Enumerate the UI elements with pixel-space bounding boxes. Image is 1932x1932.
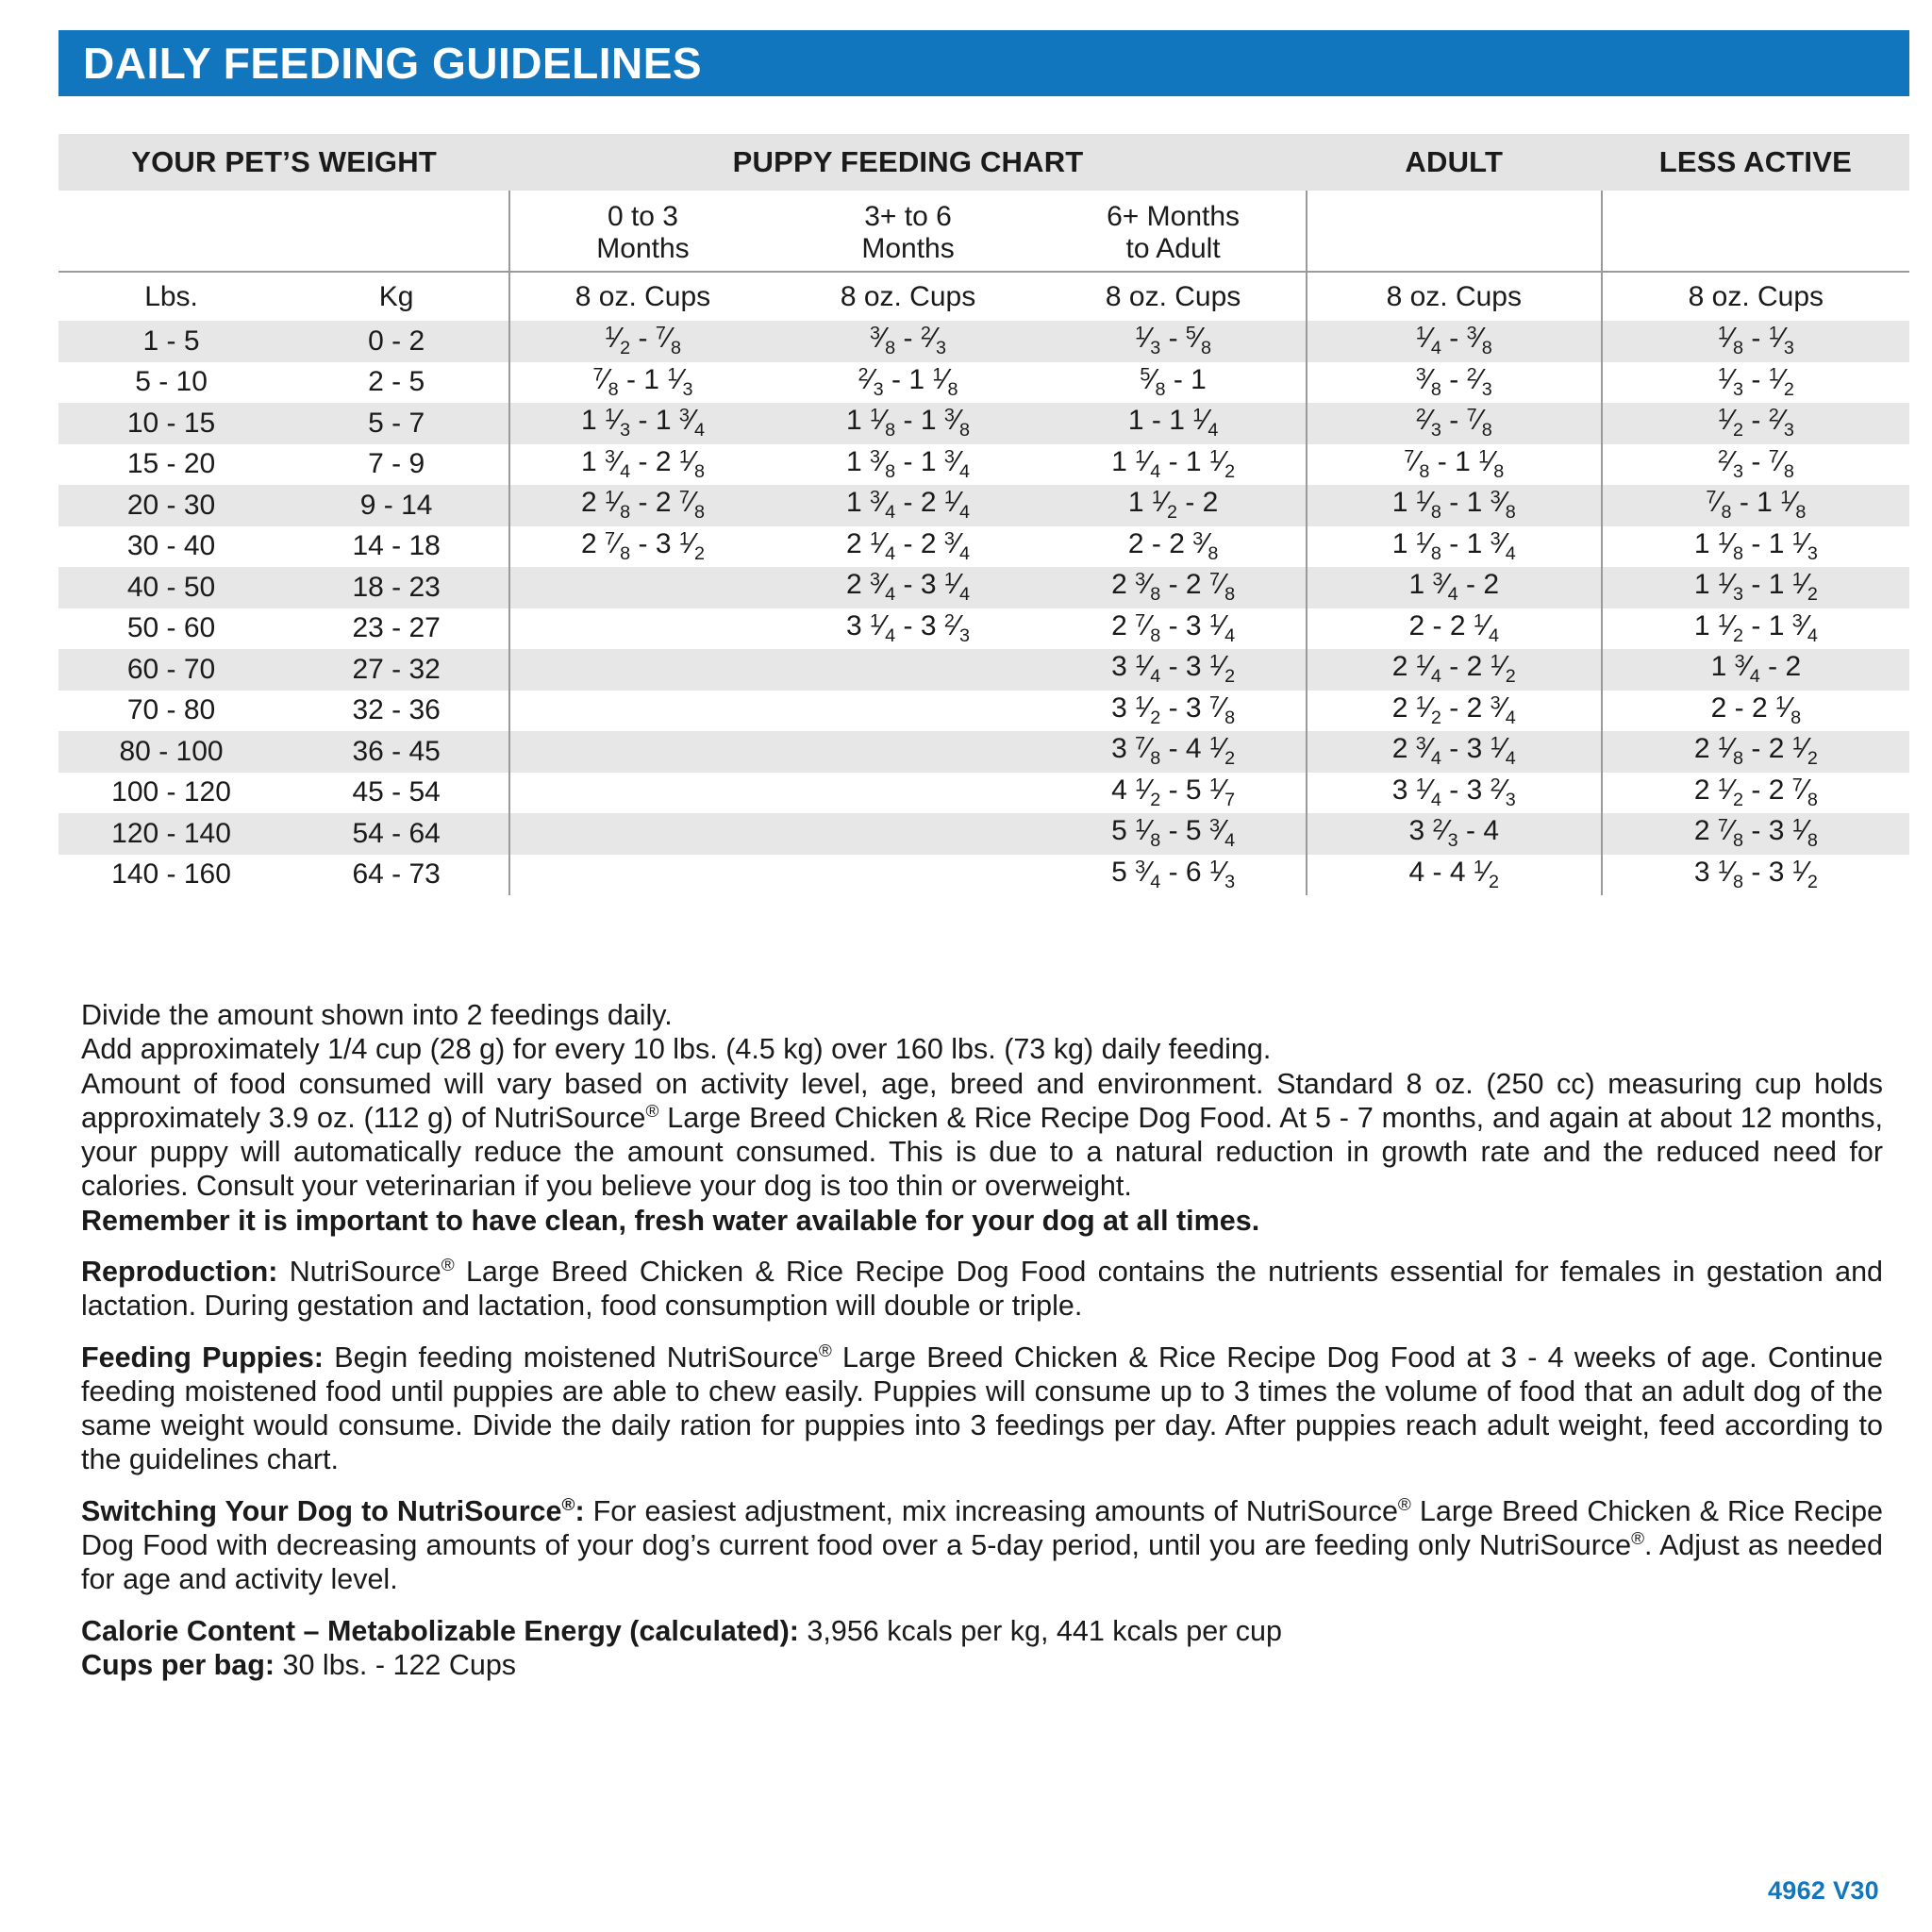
cell-puppy-3-6 bbox=[775, 691, 1041, 732]
cell-puppy-3-6 bbox=[775, 855, 1041, 896]
cell-puppy-6-adult-value: 2 $^3⁄_8 - 2$ $^7⁄_8$ bbox=[1111, 568, 1236, 606]
cell-less-active bbox=[1602, 362, 1909, 404]
cell-adult bbox=[1307, 485, 1602, 526]
subheader-age-3-6 bbox=[775, 191, 1041, 272]
note-switching bbox=[81, 1494, 1883, 1597]
note-cups-label: Cups per bag: bbox=[81, 1648, 275, 1681]
cell-kg bbox=[284, 731, 509, 773]
registered-mark-icon: ® bbox=[561, 1494, 575, 1515]
subheader-age-6-adult-line2: to Adult bbox=[1125, 232, 1221, 264]
table-row bbox=[58, 526, 1909, 568]
cell-lbs-value: 1 - 5 bbox=[142, 325, 200, 357]
unit-cups-3-6: 8 oz. Cups bbox=[775, 272, 1041, 321]
cell-kg-value: 9 - 14 bbox=[359, 489, 433, 521]
table-row bbox=[58, 608, 1909, 650]
table-row bbox=[58, 444, 1909, 486]
cell-adult-value: 3 $^2⁄_3 - 4$ bbox=[1408, 814, 1500, 852]
cell-lbs-value: 20 - 30 bbox=[126, 489, 216, 521]
cell-kg bbox=[284, 813, 509, 855]
cell-puppy-6-adult-value: 3 $^1⁄_2 - 3$ $^7⁄_8$ bbox=[1111, 691, 1236, 728]
cell-puppy-6-adult-value: 2 $^7⁄_8 - 3$ $^1⁄_4$ bbox=[1111, 608, 1236, 646]
cell-adult bbox=[1307, 731, 1602, 773]
cell-puppy-6-adult-value: $^1⁄_3$ - $^5⁄_8$ bbox=[1135, 322, 1212, 359]
cell-kg bbox=[284, 773, 509, 814]
cell-lbs-value: 100 - 120 bbox=[111, 776, 231, 808]
cell-adult bbox=[1307, 691, 1602, 732]
cell-puppy-3-6-value: 1 $^3⁄_4 - 2$ $^1⁄_4$ bbox=[846, 486, 971, 524]
cell-kg-value: 7 - 9 bbox=[368, 448, 425, 480]
units-row bbox=[58, 272, 1909, 321]
cell-adult bbox=[1307, 773, 1602, 814]
cell-less-active bbox=[1602, 608, 1909, 650]
cell-puppy-6-adult-value: 4 $^1⁄_2 - 5$ $^1⁄_7$ bbox=[1111, 773, 1236, 810]
note-switching-a: For easiest adjustment, mix increasing amounts of NutriSource bbox=[584, 1494, 1398, 1527]
cell-puppy-6-adult-value: 5 $^3⁄_4 - 6$ $^1⁄_3$ bbox=[1111, 855, 1236, 892]
unit-cups-less-active: 8 oz. Cups bbox=[1602, 272, 1909, 321]
cell-puppy-6-adult bbox=[1041, 691, 1307, 732]
cell-less-active-value: $^1⁄_2$ - $^2⁄_3$ bbox=[1717, 404, 1794, 441]
cell-puppy-6-adult bbox=[1041, 526, 1307, 568]
cell-puppy-3-6 bbox=[775, 526, 1041, 568]
cell-less-active-value: $^1⁄_3$ - $^1⁄_2$ bbox=[1717, 362, 1794, 400]
cell-puppy-6-adult bbox=[1041, 608, 1307, 650]
cell-lbs bbox=[58, 403, 284, 444]
cell-puppy-6-adult bbox=[1041, 731, 1307, 773]
cell-lbs bbox=[58, 855, 284, 896]
cell-puppy-0-3-value: 2 $^7⁄_8 - 3$ $^1⁄_2$ bbox=[580, 526, 705, 564]
subheader-age-0-3-line2: Months bbox=[596, 232, 690, 264]
registered-mark-icon: ® bbox=[441, 1255, 455, 1275]
cell-puppy-0-3 bbox=[509, 608, 775, 650]
group-header-row bbox=[58, 134, 1909, 191]
cell-puppy-6-adult-value: 1 $^1⁄_4 - 1$ $^1⁄_2$ bbox=[1111, 444, 1236, 482]
cell-adult bbox=[1307, 608, 1602, 650]
cell-adult bbox=[1307, 321, 1602, 362]
cell-kg-value: 23 - 27 bbox=[352, 612, 441, 644]
cell-kg-value: 5 - 7 bbox=[368, 407, 425, 439]
cell-puppy-6-adult bbox=[1041, 649, 1307, 691]
cell-lbs bbox=[58, 731, 284, 773]
cell-less-active-value: 1 $^1⁄_8 - 1$ $^1⁄_3$ bbox=[1693, 526, 1818, 564]
cell-puppy-0-3 bbox=[509, 731, 775, 773]
subheader-age-6-adult bbox=[1041, 191, 1307, 272]
page-title-bar bbox=[58, 30, 1909, 96]
cell-adult-value: 4 - 4 $^1⁄_2$ bbox=[1408, 855, 1500, 892]
unit-kg: Kg bbox=[284, 272, 509, 321]
cell-puppy-3-6 bbox=[775, 403, 1041, 444]
cell-less-active bbox=[1602, 403, 1909, 444]
unit-cups-adult: 8 oz. Cups bbox=[1307, 272, 1602, 321]
note-add-approx-line: Add approximately 1/4 cup (28 g) for every 10 lbs. (4.5 kg) over 160 lbs. (73 kg) daily feeding. bbox=[81, 1033, 1272, 1066]
note-calorie-label: Calorie Content – Metabolizable Energy (calculated): bbox=[81, 1614, 799, 1647]
subheader-blank-kg bbox=[284, 191, 509, 272]
note-reproduction-label: Reproduction: bbox=[81, 1255, 278, 1288]
cell-lbs bbox=[58, 485, 284, 526]
note-switching-c: . Adjust as needed for age and activity level. bbox=[81, 1528, 1883, 1596]
cell-kg bbox=[284, 567, 509, 608]
feeding-table-wrap bbox=[58, 134, 1909, 895]
cell-puppy-3-6-value: $^2⁄_3 - 1$ $^1⁄_8$ bbox=[858, 362, 958, 400]
cell-adult-value: 1 $^1⁄_8 - 1$ $^3⁄_4$ bbox=[1391, 526, 1516, 564]
cell-puppy-0-3 bbox=[509, 691, 775, 732]
cell-puppy-3-6-value: 2 $^1⁄_4 - 2$ $^3⁄_4$ bbox=[846, 526, 971, 564]
note-switching-label-a: Switching Your Dog to NutriSource bbox=[81, 1494, 562, 1527]
table-row bbox=[58, 691, 1909, 732]
cell-puppy-6-adult-value: 1 - 1 $^1⁄_4$ bbox=[1127, 404, 1219, 441]
note-divide-line: Divide the amount shown into 2 feedings daily. bbox=[81, 999, 673, 1031]
cell-puppy-3-6-value: 2 $^3⁄_4 - 3$ $^1⁄_4$ bbox=[846, 568, 971, 606]
cell-kg-value: 2 - 5 bbox=[368, 366, 425, 398]
cell-lbs-value: 140 - 160 bbox=[111, 858, 231, 891]
cell-less-active-value: 3 $^1⁄_8 - 3$ $^1⁄_2$ bbox=[1693, 855, 1818, 892]
header-adult: ADULT bbox=[1307, 134, 1602, 191]
cell-puppy-0-3 bbox=[509, 485, 775, 526]
cell-less-active bbox=[1602, 526, 1909, 568]
cell-puppy-0-3 bbox=[509, 567, 775, 608]
cell-puppy-0-3 bbox=[509, 362, 775, 404]
footer-code: 4962 V30 bbox=[1767, 1876, 1879, 1905]
note-reproduction-b: Large Breed Chicken & Rice Recipe Dog Food contains the nutrients essential for females in gestation and lactation. During gestation and lactation, food consumption will double or triple. bbox=[81, 1255, 1883, 1323]
cell-kg bbox=[284, 855, 509, 896]
cell-lbs bbox=[58, 608, 284, 650]
cell-puppy-3-6-value: 1 $^1⁄_8 - 1$ $^3⁄_8$ bbox=[846, 404, 971, 441]
cell-lbs-value: 30 - 40 bbox=[126, 530, 216, 562]
cell-adult-value: 2 - 2 $^1⁄_4$ bbox=[1408, 608, 1500, 646]
table-row bbox=[58, 362, 1909, 404]
header-puppy-chart: PUPPY FEEDING CHART bbox=[509, 134, 1307, 191]
subheader-age-3-6-line1: 3+ to 6 bbox=[864, 200, 952, 232]
cell-lbs-value: 5 - 10 bbox=[135, 366, 208, 398]
cell-kg-value: 0 - 2 bbox=[368, 325, 425, 357]
table-row bbox=[58, 567, 1909, 608]
cell-puppy-0-3 bbox=[509, 403, 775, 444]
cell-puppy-3-6 bbox=[775, 608, 1041, 650]
cell-less-active-value: 1 $^3⁄_4 - 2$ bbox=[1710, 650, 1802, 688]
cell-puppy-6-adult bbox=[1041, 444, 1307, 486]
cell-lbs bbox=[58, 813, 284, 855]
cell-adult-value: 1 $^3⁄_4 - 2$ bbox=[1408, 568, 1500, 606]
table-row bbox=[58, 773, 1909, 814]
cell-lbs bbox=[58, 773, 284, 814]
cell-kg-value: 18 - 23 bbox=[352, 571, 441, 603]
subheader-blank-adult bbox=[1307, 191, 1602, 272]
cell-puppy-3-6-value: $^3⁄_8$ - $^2⁄_3$ bbox=[870, 322, 946, 359]
subheader-row bbox=[58, 191, 1909, 272]
note-feeding-puppies-b: Large Breed Chicken & Rice Recipe Dog Food at 3 - 4 weeks of age. Continue feeding moistened food until puppies are able to chew easily. Puppies will consume up to 3 times the volume of food that an adult dog of the same weight would consume. Divide the daily ration for puppies into 3 feedings per day. After puppies reach adult weight, feed according to the guidelines chart. bbox=[81, 1341, 1883, 1476]
cell-adult bbox=[1307, 362, 1602, 404]
cell-adult bbox=[1307, 567, 1602, 608]
cell-puppy-6-adult bbox=[1041, 321, 1307, 362]
cell-puppy-6-adult-value: 2 - 2 $^3⁄_8$ bbox=[1127, 526, 1219, 564]
subheader-age-0-3-line1: 0 to 3 bbox=[607, 200, 678, 232]
cell-less-active-value: 2 - 2 $^1⁄_8$ bbox=[1710, 691, 1802, 728]
cell-adult bbox=[1307, 526, 1602, 568]
cell-less-active bbox=[1602, 731, 1909, 773]
cell-kg bbox=[284, 403, 509, 444]
cell-adult bbox=[1307, 813, 1602, 855]
table-row bbox=[58, 813, 1909, 855]
cell-kg-value: 64 - 73 bbox=[352, 858, 441, 891]
header-pets-weight: YOUR PET’S WEIGHT bbox=[58, 134, 509, 191]
cell-kg bbox=[284, 526, 509, 568]
cell-lbs bbox=[58, 567, 284, 608]
cell-puppy-6-adult bbox=[1041, 855, 1307, 896]
daily-feeding-table bbox=[58, 134, 1909, 895]
table-row bbox=[58, 731, 1909, 773]
cell-less-active bbox=[1602, 813, 1909, 855]
cell-lbs-value: 15 - 20 bbox=[126, 448, 216, 480]
cell-puppy-0-3-value: 2 $^1⁄_8 - 2$ $^7⁄_8$ bbox=[580, 486, 705, 524]
cell-adult-value: $^2⁄_3$ - $^7⁄_8$ bbox=[1415, 404, 1492, 441]
cell-less-active bbox=[1602, 444, 1909, 486]
cell-adult bbox=[1307, 403, 1602, 444]
cell-puppy-3-6 bbox=[775, 321, 1041, 362]
table-row bbox=[58, 855, 1909, 896]
note-feeding-puppies bbox=[81, 1341, 1883, 1477]
cell-adult bbox=[1307, 649, 1602, 691]
note-switching-label-b: : bbox=[575, 1494, 585, 1527]
cell-kg bbox=[284, 362, 509, 404]
cell-puppy-3-6 bbox=[775, 362, 1041, 404]
cell-lbs-value: 70 - 80 bbox=[126, 694, 216, 726]
note-switching-b: Large Breed Chicken & Rice Recipe Dog Food with decreasing amounts of your dog’s current food over a 5-day period, until you are feeding only NutriSource bbox=[81, 1494, 1883, 1561]
note-amount-of-food bbox=[81, 1067, 1883, 1204]
unit-lbs: Lbs. bbox=[58, 272, 284, 321]
subheader-blank-lbs bbox=[58, 191, 284, 272]
cell-kg bbox=[284, 608, 509, 650]
cell-puppy-3-6 bbox=[775, 731, 1041, 773]
note-calorie-value: 3,956 kcals per kg, 441 kcals per cup bbox=[798, 1614, 1282, 1647]
cell-lbs-value: 10 - 15 bbox=[126, 407, 216, 439]
cell-less-active-value: 2 $^1⁄_8 - 2$ $^1⁄_2$ bbox=[1693, 732, 1818, 770]
cell-puppy-6-adult-value: 3 $^7⁄_8 - 4$ $^1⁄_2$ bbox=[1111, 732, 1236, 770]
registered-mark-icon: ® bbox=[645, 1101, 659, 1122]
cell-adult-value: $^3⁄_8$ - $^2⁄_3$ bbox=[1415, 362, 1492, 400]
cell-puppy-0-3-value: $^1⁄_2$ - $^7⁄_8$ bbox=[604, 322, 681, 359]
cell-kg-value: 32 - 36 bbox=[352, 694, 441, 726]
cell-less-active bbox=[1602, 649, 1909, 691]
registered-mark-icon: ® bbox=[1397, 1494, 1411, 1515]
cell-less-active-value: 2 $^7⁄_8 - 3$ $^1⁄_8$ bbox=[1693, 814, 1818, 852]
cell-puppy-6-adult-value: 5 $^1⁄_8 - 5$ $^3⁄_4$ bbox=[1111, 814, 1236, 852]
note-reproduction-a: NutriSource bbox=[277, 1255, 441, 1288]
cell-puppy-6-adult bbox=[1041, 567, 1307, 608]
cell-lbs bbox=[58, 321, 284, 362]
cell-puppy-3-6 bbox=[775, 444, 1041, 486]
cell-kg-value: 54 - 64 bbox=[352, 817, 441, 849]
cell-lbs-value: 120 - 140 bbox=[111, 817, 231, 849]
cell-lbs-value: 80 - 100 bbox=[119, 735, 224, 767]
cell-kg bbox=[284, 691, 509, 732]
cell-less-active-value: 1 $^1⁄_2 - 1$ $^3⁄_4$ bbox=[1693, 608, 1818, 646]
unit-cups-6-adult: 8 oz. Cups bbox=[1041, 272, 1307, 321]
note-cups-per-bag bbox=[81, 1648, 1883, 1682]
cell-adult bbox=[1307, 444, 1602, 486]
cell-kg-value: 14 - 18 bbox=[352, 530, 441, 562]
cell-puppy-0-3-value: $^7⁄_8 - 1$ $^1⁄_3$ bbox=[592, 362, 693, 400]
cell-puppy-6-adult bbox=[1041, 362, 1307, 404]
cell-less-active bbox=[1602, 691, 1909, 732]
cell-lbs bbox=[58, 691, 284, 732]
cell-puppy-0-3-value: 1 $^3⁄_4 - 2$ $^1⁄_8$ bbox=[580, 444, 705, 482]
note-reproduction bbox=[81, 1255, 1883, 1324]
cell-puppy-3-6-value: 3 $^1⁄_4 - 3$ $^2⁄_3$ bbox=[846, 608, 971, 646]
registered-mark-icon: ® bbox=[818, 1341, 832, 1361]
cell-kg bbox=[284, 444, 509, 486]
cell-adult-value: $^1⁄_4$ - $^3⁄_8$ bbox=[1415, 322, 1492, 359]
cell-puppy-6-adult-value: $^5⁄_8 - 1$ bbox=[1140, 362, 1207, 400]
header-less-active: LESS ACTIVE bbox=[1602, 134, 1909, 191]
cell-less-active bbox=[1602, 567, 1909, 608]
note-amount-of-food-a: Amount of food consumed will vary based on activity level, age, breed and environment. Standard 8 oz. (250 cc) measuring cup holds approximately 3.9 oz. (112 g) of NutriSource bbox=[81, 1067, 1883, 1134]
cell-puppy-6-adult-value: 1 $^1⁄_2 - 2$ bbox=[1127, 486, 1219, 524]
cell-puppy-6-adult-value: 3 $^1⁄_4 - 3$ $^1⁄_2$ bbox=[1111, 650, 1236, 688]
subheader-age-6-adult-line1: 6+ Months bbox=[1107, 200, 1241, 232]
table-row bbox=[58, 485, 1909, 526]
note-calorie-content bbox=[81, 1614, 1883, 1648]
cell-lbs bbox=[58, 526, 284, 568]
cell-kg bbox=[284, 485, 509, 526]
cell-puppy-6-adult bbox=[1041, 773, 1307, 814]
cell-lbs-value: 60 - 70 bbox=[126, 653, 216, 685]
registered-mark-icon: ® bbox=[1631, 1528, 1645, 1549]
cell-less-active-value: 1 $^1⁄_3 - 1$ $^1⁄_2$ bbox=[1693, 568, 1818, 606]
cell-puppy-0-3 bbox=[509, 813, 775, 855]
cell-puppy-6-adult bbox=[1041, 403, 1307, 444]
cell-puppy-0-3 bbox=[509, 526, 775, 568]
subheader-age-0-3 bbox=[509, 191, 775, 272]
cell-puppy-0-3 bbox=[509, 649, 775, 691]
cell-puppy-6-adult bbox=[1041, 813, 1307, 855]
cell-less-active-value: $^1⁄_8$ - $^1⁄_3$ bbox=[1717, 322, 1794, 359]
cell-lbs bbox=[58, 362, 284, 404]
note-water-bold bbox=[81, 1204, 1883, 1238]
note-amount-of-food-b: Large Breed Chicken & Rice Recipe Dog Food. At 5 - 7 months, and again at about 12 months, your puppy will automatically reduce the amount consumed. This is due to a natural reduction in growth rate and the reduced need for calories. Consult your veterinarian if you believe your dog is too thin or overweight. bbox=[81, 1101, 1883, 1203]
cell-adult-value: $^7⁄_8 - 1$ $^1⁄_8$ bbox=[1404, 444, 1505, 482]
notes-section bbox=[81, 998, 1883, 1682]
cell-puppy-6-adult bbox=[1041, 485, 1307, 526]
cell-adult bbox=[1307, 855, 1602, 896]
cell-puppy-3-6-value: 1 $^3⁄_8 - 1$ $^3⁄_4$ bbox=[846, 444, 971, 482]
cell-less-active bbox=[1602, 485, 1909, 526]
cell-lbs bbox=[58, 649, 284, 691]
cell-puppy-3-6 bbox=[775, 773, 1041, 814]
cell-kg-value: 27 - 32 bbox=[352, 653, 441, 685]
unit-cups-0-3: 8 oz. Cups bbox=[509, 272, 775, 321]
cell-kg bbox=[284, 321, 509, 362]
cell-puppy-3-6 bbox=[775, 567, 1041, 608]
cell-less-active-value: $^2⁄_3$ - $^7⁄_8$ bbox=[1717, 444, 1794, 482]
cell-kg-value: 45 - 54 bbox=[352, 776, 441, 808]
page-title: DAILY FEEDING GUIDELINES bbox=[83, 39, 703, 88]
table-row bbox=[58, 321, 1909, 362]
cell-puppy-3-6 bbox=[775, 649, 1041, 691]
cell-puppy-0-3 bbox=[509, 444, 775, 486]
cell-less-active bbox=[1602, 855, 1909, 896]
cell-puppy-0-3 bbox=[509, 321, 775, 362]
cell-adult-value: 1 $^1⁄_8 - 1$ $^3⁄_8$ bbox=[1391, 486, 1516, 524]
subheader-age-3-6-line2: Months bbox=[861, 232, 955, 264]
cell-adult-value: 2 $^3⁄_4 - 3$ $^1⁄_4$ bbox=[1391, 732, 1516, 770]
table-row bbox=[58, 403, 1909, 444]
cell-lbs-value: 50 - 60 bbox=[126, 612, 216, 644]
cell-puppy-3-6 bbox=[775, 813, 1041, 855]
note-cups-value: 30 lbs. - 122 Cups bbox=[275, 1648, 517, 1681]
cell-puppy-3-6 bbox=[775, 485, 1041, 526]
cell-kg bbox=[284, 649, 509, 691]
cell-less-active bbox=[1602, 321, 1909, 362]
cell-lbs-value: 40 - 50 bbox=[126, 571, 216, 603]
note-feeding-puppies-a: Begin feeding moistened NutriSource bbox=[323, 1341, 819, 1374]
cell-less-active bbox=[1602, 773, 1909, 814]
subheader-blank-less-active bbox=[1602, 191, 1909, 272]
cell-adult-value: 2 $^1⁄_4 - 2$ $^1⁄_2$ bbox=[1391, 650, 1516, 688]
cell-adult-value: 3 $^1⁄_4 - 3$ $^2⁄_3$ bbox=[1391, 773, 1516, 810]
cell-puppy-0-3 bbox=[509, 773, 775, 814]
cell-puppy-0-3 bbox=[509, 855, 775, 896]
note-water-bold-text: Remember it is important to have clean, fresh water available for your dog at all times. bbox=[81, 1204, 1260, 1237]
cell-kg-value: 36 - 45 bbox=[352, 735, 441, 767]
cell-puppy-0-3-value: 1 $^1⁄_3 - 1$ $^3⁄_4$ bbox=[580, 404, 705, 441]
cell-less-active-value: 2 $^1⁄_2 - 2$ $^7⁄_8$ bbox=[1693, 773, 1818, 810]
cell-less-active-value: $^7⁄_8 - 1$ $^1⁄_8$ bbox=[1706, 486, 1807, 524]
table-row bbox=[58, 649, 1909, 691]
note-feeding-puppies-label: Feeding Puppies: bbox=[81, 1341, 324, 1374]
cell-lbs bbox=[58, 444, 284, 486]
cell-adult-value: 2 $^1⁄_2 - 2$ $^3⁄_4$ bbox=[1391, 691, 1516, 728]
